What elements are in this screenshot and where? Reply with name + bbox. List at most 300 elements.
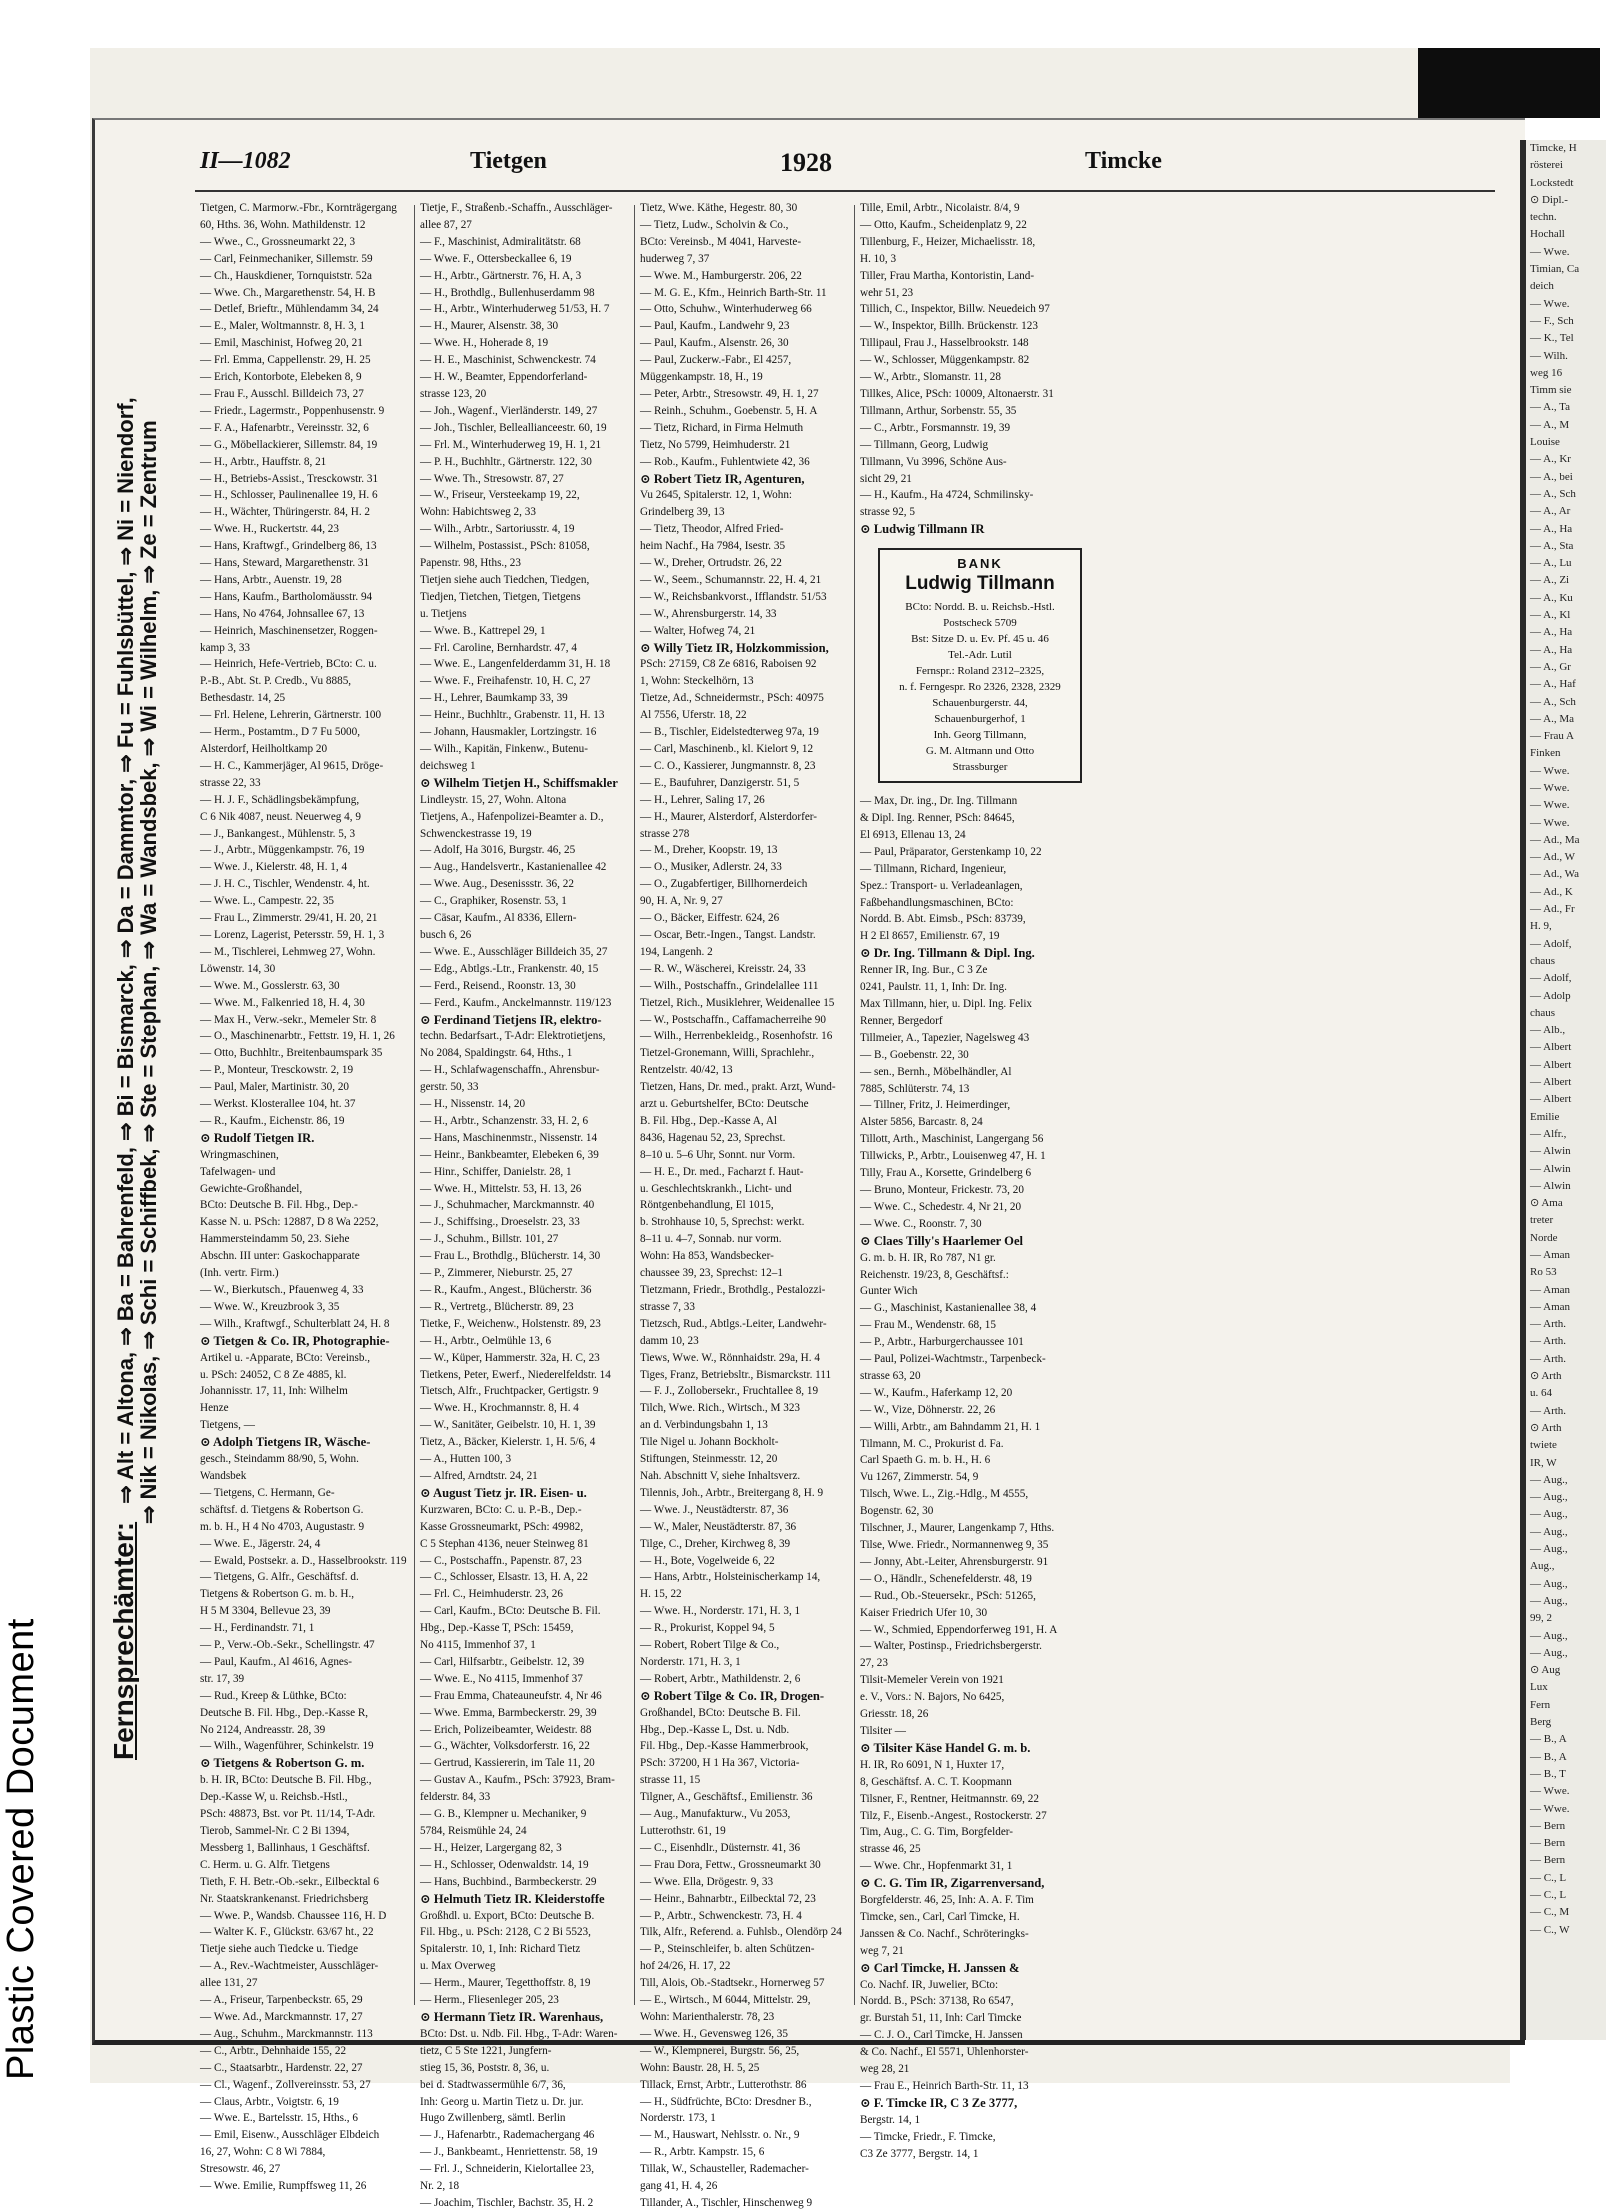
directory-entry: — Friedr., Lagermstr., Poppenhusenstr. 9 bbox=[200, 404, 385, 417]
directory-entry: Kurzwaren, BCto: C. u. P.-B., Dep.- bbox=[420, 1503, 582, 1516]
next-page-fragment: — A., Ar bbox=[1530, 505, 1571, 518]
directory-entry: H 2 El 8657, Emilienstr. 67, 19 bbox=[860, 930, 1000, 943]
directory-entry: ⊙ Adolph Tietgens IR, Wäsche- bbox=[200, 1435, 371, 1450]
directory-entry: Tiller, Frau Martha, Kontoristin, Land- bbox=[860, 269, 1035, 282]
next-page-fragment: — B., T bbox=[1530, 1767, 1566, 1780]
directory-entry: ⊙ Rudolf Tietgen IR. bbox=[200, 1130, 315, 1145]
directory-entry: — Tietz, Richard, in Firma Helmuth bbox=[640, 421, 804, 434]
directory-entry: — Wwe. Emilie, Rumpffsweg 11, 26 bbox=[200, 2180, 367, 2193]
directory-entry: gang 41, H. 4, 26 bbox=[640, 2180, 718, 2193]
directory-entry: — Bruno, Monteur, Frickestr. 73, 20 bbox=[860, 1183, 1024, 1196]
directory-entry: tietz, C 5 Ste 1221, Jungfern- bbox=[420, 2044, 552, 2057]
directory-entry: 5784, Reismühle 24, 24 bbox=[420, 1825, 527, 1837]
directory-entry: — H., Bote, Vogelweide 6, 22 bbox=[640, 1554, 775, 1567]
next-page-fragment: Hochall bbox=[1530, 228, 1565, 241]
directory-entry: 8, Geschäftsf. A. C. T. Koopmann bbox=[860, 1775, 1012, 1788]
directory-entry: — Reinh., Schuhm., Goebenstr. 5, H. A bbox=[640, 404, 818, 417]
next-page-fragment: — Aug., bbox=[1530, 1491, 1568, 1504]
next-page-fragment: — B., A bbox=[1530, 1750, 1567, 1763]
directory-entry: Tietsch, Alfr., Fruchtpacker, Gertigstr. 9 bbox=[420, 1385, 599, 1398]
directory-entry: — Wwe. J., Kielerstr. 48, H. 1, 4 bbox=[200, 861, 348, 874]
directory-entry: — R., Arbtr. Kampstr. 15, 6 bbox=[640, 2146, 765, 2159]
directory-entry: Tillak, W., Schausteller, Rademacher- bbox=[640, 2163, 809, 2176]
directory-entry: Tilsiter — bbox=[860, 1724, 906, 1737]
directory-entry: — Wwe. Emma, Barmbeckerstr. 29, 39 bbox=[420, 1706, 597, 1719]
directory-entry: — Werkst. Klosterallee 104, ht. 37 bbox=[200, 1098, 356, 1111]
directory-entry: — A., Rev.-Wachtmeister, Ausschläger- bbox=[200, 1960, 379, 1973]
directory-entry: — W., Kaufm., Haferkamp 12, 20 bbox=[860, 1386, 1013, 1399]
directory-entry: — Claus, Arbtr., Voigtstr. 6, 19 bbox=[200, 2095, 339, 2108]
directory-entry: Tietgens & Robertson G. m. b. H., bbox=[200, 1588, 355, 1601]
directory-entry: gerstr. 50, 33 bbox=[420, 1081, 479, 1094]
next-page-fragment: — Wwe. bbox=[1530, 1802, 1570, 1815]
directory-entry: — Wwe. C., Roonstr. 7, 30 bbox=[860, 1217, 982, 1230]
directory-entry: Janssen & Co. Nachf., Schröteringks- bbox=[860, 1927, 1029, 1940]
directory-entry: — P., Steinschleifer, b. alten Schützen- bbox=[640, 1943, 815, 1956]
directory-entry: — E., Wirtsch., M 6044, Mittelstr. 29, bbox=[640, 1994, 811, 2007]
directory-entry: Tilge, C., Dreher, Kirchweg 8, 39 bbox=[640, 1537, 791, 1550]
directory-entry: Nr. 2, 18 bbox=[420, 2180, 460, 2193]
directory-entry: — H., Arbtr., Gärtnerstr. 76, H. A, 3 bbox=[420, 269, 582, 282]
directory-entry: PSch: 37200, H 1 Ha 367, Victoria- bbox=[640, 1757, 800, 1770]
directory-entry: — A., Hutten 100, 3 bbox=[420, 1453, 512, 1466]
directory-entry: — W., Inspektor, Billh. Brückenstr. 123 bbox=[860, 320, 1038, 333]
directory-entry: ⊙ Tietgen & Co. IR, Photographie- bbox=[200, 1333, 390, 1348]
directory-entry: — Wwe. B., Kattrepel 29, 1 bbox=[420, 624, 546, 637]
bank-line: Fernspr.: Roland 2312–2325, bbox=[915, 665, 1045, 678]
next-page-fragment: — Wwe. bbox=[1530, 799, 1570, 812]
directory-entry: — Tietz, Ludw., Scholvin & Co., bbox=[640, 218, 789, 231]
next-page-fragment: Timian, Ca bbox=[1530, 263, 1580, 276]
directory-entry: Lindleystr. 15, 27, Wohn. Altona bbox=[420, 793, 567, 806]
directory-entry: Tillmann, Arthur, Sorbenstr. 55, 35 bbox=[860, 404, 1017, 417]
directory-entry: Tietzel-Gronemann, Willi, Sprachlehr., bbox=[640, 1047, 815, 1060]
directory-entry: — Heinrich, Maschinensetzer, Roggen- bbox=[200, 624, 378, 637]
directory-entry: B. Fil. Hbg., Dep.-Kasse A, Al bbox=[640, 1114, 778, 1127]
directory-entry: — Wwe. H., Krochmannstr. 8, H. 4 bbox=[420, 1402, 579, 1415]
directory-entry: BCto: Deutsche B. Fil. Hbg., Dep.- bbox=[200, 1199, 358, 1212]
directory-entry: — Erich, Polizeibeamter, Weidestr. 88 bbox=[420, 1723, 592, 1736]
directory-entry: — J., Bankbeamt., Henriettenstr. 58, 19 bbox=[420, 2146, 598, 2159]
directory-entry: Abschn. III unter: Gaskochapparate bbox=[200, 1250, 360, 1263]
directory-entry: — Frl. Helene, Lehrerin, Gärtnerstr. 100 bbox=[200, 709, 382, 722]
directory-entry: Al 7556, Uferstr. 18, 22 bbox=[640, 709, 747, 722]
directory-entry: — Tietz, Theodor, Alfred Fried- bbox=[640, 523, 784, 536]
directory-entry: Tim, Aug., C. G. Tim, Borgfelder- bbox=[860, 1826, 1014, 1839]
directory-entry: Tillott, Arth., Maschinist, Langergang 56 bbox=[860, 1133, 1044, 1146]
directory-entry: Alsterdorf, Heilholtkamp 20 bbox=[200, 743, 328, 755]
next-page-fragment: — Albert bbox=[1530, 1076, 1572, 1089]
directory-entry: ⊙ Carl Timcke, H. Janssen & bbox=[860, 1960, 1020, 1975]
bank-line: Tel.-Adr. Lutil bbox=[948, 649, 1012, 662]
directory-entry: Papenstr. 98, Hths., 23 bbox=[420, 557, 521, 570]
directory-entry: — P., Verw.-Ob.-Sekr., Schellingstr. 47 bbox=[200, 1639, 375, 1652]
directory-entry: — Paul, Präparator, Gerstenkamp 10, 22 bbox=[860, 845, 1042, 858]
directory-entry: — Frau E., Heinrich Barth-Str. 11, 13 bbox=[860, 2080, 1029, 2092]
directory-entry: — O., Bäcker, Eiffestr. 624, 26 bbox=[640, 912, 780, 925]
directory-entry: — W., Bierkutsch., Pfauenweg 4, 33 bbox=[200, 1284, 364, 1296]
directory-entry: strasse 11, 15 bbox=[640, 1774, 701, 1787]
directory-entry: Schwenckestrasse 19, 19 bbox=[420, 827, 532, 840]
next-page-fragment: Timm sie bbox=[1530, 384, 1572, 397]
directory-entry: e. V., Vors.: N. Bajors, No 6425, bbox=[860, 1691, 1005, 1704]
directory-entry: Henze bbox=[200, 1402, 229, 1415]
directory-entry: strasse 46, 25 bbox=[860, 1843, 921, 1856]
directory-entry: — Paul, Kaufm., Landwehr 9, 23 bbox=[640, 320, 790, 333]
directory-entry: gr. Burstah 51, 11, Inh: Carl Timcke bbox=[860, 2012, 1022, 2025]
directory-entry: Tillmann, Vu 3996, Schöne Aus- bbox=[860, 455, 1007, 468]
directory-entry: — Wwe. C., Schedestr. 4, Nr 21, 20 bbox=[860, 1200, 1022, 1213]
directory-entry: Spez.: Transport- u. Verladeanlagen, bbox=[860, 879, 1023, 892]
directory-entry: — sen., Bernh., Möbelhändler, Al bbox=[860, 1065, 1012, 1078]
directory-entry: Renner, Bergedorf bbox=[860, 1014, 943, 1027]
directory-entry: — W., Sanitäter, Geibelstr. 10, H. 1, 39 bbox=[420, 1419, 596, 1432]
directory-entry: Fil. Hbg., Dep.-Kasse Hammerbrook, bbox=[640, 1740, 809, 1753]
directory-entry: — P., Arbtr., Schwenckestr. 73, H. 4 bbox=[640, 1909, 802, 1922]
directory-entry: — Wwe. H., Ruckertstr. 44, 23 bbox=[200, 523, 339, 536]
next-page-fragment: Lux bbox=[1530, 1681, 1548, 1694]
directory-entry: Tile Nigel u. Johann Bockholt- bbox=[640, 1436, 779, 1449]
directory-entry: ⊙ Tilsiter Käse Handel G. m. b. bbox=[860, 1740, 1031, 1755]
directory-entry: C. Herm. u. G. Alfr. Tietgens bbox=[200, 1858, 330, 1871]
directory-entry: Nordd. B., PSch: 37138, Ro 6547, bbox=[860, 1995, 1014, 2008]
directory-entry: — Frl. Caroline, Bernhardstr. 47, 4 bbox=[420, 641, 577, 654]
directory-entry: — Wwe. L., Campestr. 22, 35 bbox=[200, 895, 335, 908]
directory-entry: — Paul, Kaufm., Alsenstr. 26, 30 bbox=[640, 337, 789, 350]
next-page-fragment: IR, W bbox=[1530, 1456, 1557, 1469]
directory-entry: Tillander, A., Tischler, Hinschenweg 9 bbox=[640, 2196, 813, 2209]
directory-entry: — Wwe. Th., Stresowstr. 87, 27 bbox=[420, 472, 564, 485]
directory-entry: BCto: Dst. u. Ndb. Fil. Hbg., T-Adr: Waren- bbox=[420, 2027, 618, 2040]
directory-entry: Tilgner, A., Geschäftsf., Emilienstr. 36 bbox=[640, 1791, 813, 1804]
directory-entry: Wohn: Ha 853, Wandsbecker- bbox=[640, 1250, 774, 1263]
directory-entry: — Joh., Tischler, Belleallianceestr. 60, 19 bbox=[420, 421, 607, 434]
directory-entry: — Carl, Hilfsarbtr., Geibelstr. 12, 39 bbox=[420, 1655, 585, 1668]
next-page-fragment: — Bern bbox=[1530, 1854, 1566, 1867]
directory-entry: — Ch., Hauskdiener, Tornquiststr. 52a bbox=[200, 269, 372, 282]
watermark: Plastic Covered Document bbox=[0, 1618, 42, 2080]
directory-entry: Tietgen, C. Marmorw.-Fbr., Kornträgergang bbox=[200, 202, 397, 214]
directory-entry: Tilsch, Wwe. L., Zig.-Hdlg., M 4555, bbox=[860, 1488, 1029, 1501]
directory-entry: — Wilh., Postschaffn., Grindelallee 111 bbox=[640, 979, 819, 992]
directory-entry: 8–10 u. 5–6 Uhr, Sonnt. nur Vorm. bbox=[640, 1148, 796, 1161]
directory-entry: — Edg., Abtlgs.-Ltr., Frankenstr. 40, 15 bbox=[420, 962, 599, 975]
bank-name: Ludwig Tillmann bbox=[905, 573, 1055, 595]
bank-title: BANK bbox=[957, 556, 1003, 572]
directory-entry: 90, H. A, Nr. 9, 27 bbox=[640, 895, 723, 908]
directory-entry: — H., Ferdinandstr. 71, 1 bbox=[200, 1622, 315, 1635]
directory-entry: — C., Arbtr., Dehnhaide 155, 22 bbox=[200, 2044, 347, 2057]
directory-entry: Hbg., Dep.-Kasse L, Dst. u. Ndb. bbox=[640, 1723, 790, 1736]
directory-entry: — Hans, Maschinenmstr., Nissenstr. 14 bbox=[420, 1131, 598, 1144]
directory-entry: Griesstr. 18, 26 bbox=[860, 1708, 929, 1721]
next-page-fragment: — Frau A bbox=[1530, 730, 1574, 743]
exchange-legend-text2: ⇒ Nik = Nikolas, ⇒ Schi = Schiffbek, ⇒ Ste = Stephan, ⇒ Wa = Wandsbek, ⇒ Wi = Wilhelm, ⇒ Ze = Zentrum bbox=[136, 420, 161, 1524]
directory-entry: — Wilh., Kraftwgf., Schulterblatt 24, H. 8 bbox=[200, 1317, 390, 1330]
directory-entry: — Carl, Feinmechaniker, Sillemstr. 59 bbox=[200, 252, 373, 265]
directory-entry: — Heinr., Buchhltr., Grabenstr. 11, H. 13 bbox=[420, 709, 605, 722]
directory-entry: 7885, Schlüterstr. 74, 13 bbox=[860, 1082, 970, 1095]
next-page-fragment: — Ad., K bbox=[1530, 885, 1573, 898]
next-page-fragment: H. 9, bbox=[1530, 920, 1552, 933]
directory-entry: u. PSch: 24052, C 8 Ze 4885, kl. bbox=[200, 1368, 347, 1381]
directory-entry: — W., Friseur, Versteekamp 19, 22, bbox=[420, 489, 580, 502]
directory-entry: Hammersteindamm 50, 23. Siehe bbox=[200, 1233, 350, 1246]
directory-entry: — J., Hafenarbtr., Rademachergang 46 bbox=[420, 2129, 595, 2142]
directory-entry: — E., Baufuhrer, Danzigerstr. 51, 5 bbox=[640, 776, 800, 789]
next-page-fragment: — Ad., Fr bbox=[1530, 903, 1575, 916]
directory-entry: Tilennis, Joh., Arbtr., Breitergang 8, H. 9 bbox=[640, 1486, 824, 1499]
directory-entry: No 4115, Immenhof 37, 1 bbox=[420, 1639, 536, 1652]
directory-entry: Tilly, Frau A., Korsette, Grindelberg 6 bbox=[860, 1167, 1032, 1180]
directory-entry: stieg 15, 36, Poststr. 8, 36, u. bbox=[420, 2061, 550, 2074]
next-page-fragment: — A., Ku bbox=[1530, 591, 1573, 604]
next-page-fragment: — Albert bbox=[1530, 1041, 1572, 1054]
next-page-fragment: ⊙ Dipl.- bbox=[1530, 193, 1568, 206]
directory-entry: — Carl, Maschinenb., kl. Kielort 9, 12 bbox=[640, 743, 814, 755]
directory-entry: — Frau F., Ausschl. Billdeich 73, 27 bbox=[200, 387, 364, 400]
directory-entry: u. Tietjens bbox=[420, 607, 467, 620]
next-page-fragment: — Wwe. bbox=[1530, 1785, 1570, 1798]
directory-entry: Nordd. B. Abt. Eimsb., PSch: 83739, bbox=[860, 913, 1026, 926]
directory-entry: — Frau Dora, Fettw., Grossneumarkt 30 bbox=[640, 1858, 821, 1871]
directory-entry: — R., Vertretg., Blücherstr. 89, 23 bbox=[420, 1300, 574, 1313]
next-page-fragment: — Wwe. bbox=[1530, 245, 1570, 258]
directory-entry: — Hans, Buchbind., Barmbeckerstr. 29 bbox=[420, 1875, 597, 1888]
directory-entry: — Peter, Arbtr., Stresowstr. 49, H. 1, 27 bbox=[640, 387, 819, 400]
directory-entry: Tilse, Wwe. Friedr., Normannenweg 9, 35 bbox=[860, 1539, 1049, 1551]
directory-entry: — Emil, Maschinist, Hofweg 20, 21 bbox=[200, 337, 363, 350]
directory-entry: — F. A., Hafenarbtr., Vereinsstr. 32, 6 bbox=[200, 421, 369, 434]
next-page-fragment: — Wwe. bbox=[1530, 816, 1570, 829]
directory-entry: Tiges, Franz, Betriebsltr., Bismarckstr. 111 bbox=[640, 1368, 832, 1381]
directory-entry: Tilsner, F., Rentner, Heitmannstr. 69, 22 bbox=[860, 1792, 1039, 1805]
exchange-legend-title: Fernsprechämter: bbox=[108, 1521, 139, 1760]
directory-entry: — Wwe. H., Norderstr. 171, H. 3, 1 bbox=[640, 1605, 801, 1618]
next-page-fragment: — A., Haf bbox=[1530, 678, 1576, 691]
next-page-fragment: — Arth. bbox=[1530, 1404, 1567, 1417]
directory-entry: ⊙ C. G. Tim IR, Zigarrenversand, bbox=[860, 1876, 1045, 1891]
directory-entry: — Rud., Kreep & Lüthke, BCto: bbox=[200, 1689, 347, 1702]
next-page-strip bbox=[1520, 140, 1606, 2040]
directory-entry: ⊙ August Tietz jr. IR. Eisen- u. bbox=[420, 1485, 587, 1500]
next-page-fragment: — Wwe. bbox=[1530, 297, 1570, 310]
next-page-fragment: — C., L bbox=[1530, 1888, 1567, 1901]
directory-entry: Tietje, F., Straßenb.-Schaffn., Ausschläger- bbox=[420, 202, 613, 214]
directory-entry: — W., Reichsbankvorst., Ifflandstr. 51/53 bbox=[640, 590, 827, 603]
directory-entry: — H., Nissenstr. 14, 20 bbox=[420, 1098, 526, 1111]
directory-entry: — Willi, Arbtr., am Bahndamm 21, H. 1 bbox=[860, 1420, 1041, 1433]
directory-entry: weg 28, 21 bbox=[860, 2063, 910, 2076]
directory-entry: Inh: Georg u. Martin Tietz u. Dr. jur. bbox=[420, 2095, 584, 2108]
directory-entry: ⊙ Helmuth Tietz IR. Kleiderstoffe bbox=[420, 1891, 605, 1906]
directory-entry: Tietgens, — bbox=[200, 1419, 255, 1432]
directory-entry: — Aug., Handelsvertr., Kastanienallee 42 bbox=[420, 861, 607, 874]
directory-entry: Bergstr. 14, 1 bbox=[860, 2113, 921, 2126]
next-page-fragment: — Aug., bbox=[1530, 1543, 1568, 1556]
directory-entry: Tietje siehe auch Tiedcke u. Tiedge bbox=[200, 1943, 359, 1956]
directory-entry: — Wwe. H., Gevensweg 126, 35 bbox=[640, 2027, 788, 2040]
directory-entry: — Tillner, Fritz, J. Heimerdinger, bbox=[860, 1099, 1011, 1112]
page-number: II—1082 bbox=[200, 148, 291, 174]
directory-entry: — Frl. C., Heimhuderstr. 23, 26 bbox=[420, 1588, 563, 1601]
directory-entry: No 2124, Andreasstr. 28, 39 bbox=[200, 1723, 326, 1736]
directory-entry: ⊙ Claes Tilly's Haarlemer Oel bbox=[860, 1233, 1024, 1248]
next-page-fragment: — Aman bbox=[1530, 1283, 1571, 1296]
exchange-legend-text1: ⇒ Alt = Altona, ⇒ Ba = Bahrenfeld, ⇒ Bi = Bismarck, ⇒ Da = Dammtor, ⇒ Fu = Fuhlsbüttel, ⇒ Ni = Niendorf, bbox=[113, 397, 138, 1504]
directory-entry: No 2084, Spaldingstr. 64, Hths., 1 bbox=[420, 1047, 573, 1060]
directory-entry: — Frl. M., Winterhuderweg 19, H. 1, 21 bbox=[420, 438, 602, 451]
directory-entry: arzt u. Geburtshelfer, BCto: Deutsche bbox=[640, 1098, 809, 1111]
directory-entry: — Wilh., Wagenführer, Schinkelstr. 19 bbox=[200, 1740, 374, 1753]
next-page-fragment: — A., bei bbox=[1530, 470, 1573, 483]
directory-entry: — C., Arbtr., Forsmannstr. 19, 39 bbox=[860, 421, 1011, 434]
exchange-legend-line2 bbox=[136, 200, 162, 1760]
directory-entry: Max Tillmann, hier, u. Dipl. Ing. Felix bbox=[860, 998, 1033, 1010]
directory-entry: ⊙ Wilhelm Tietjen H., Schiffsmakler bbox=[420, 775, 618, 790]
directory-entry: b. H. IR, BCto: Deutsche B. Fil. Hbg., bbox=[200, 1774, 372, 1787]
directory-entry: — Timcke, Friedr., F. Timcke, bbox=[860, 2130, 996, 2143]
next-page-fragment: — Wwe. bbox=[1530, 781, 1570, 794]
directory-entry: — Wwe. M., Hamburgerstr. 206, 22 bbox=[640, 269, 802, 282]
directory-entry: — F. J., Zollobersekr., Fruchtallee 8, 19 bbox=[640, 1385, 819, 1398]
directory-entry: — Hans, No 4764, Johnsallee 67, 13 bbox=[200, 607, 365, 620]
directory-entry: — H., Schlosser, Odenwaldstr. 14, 19 bbox=[420, 1858, 589, 1871]
directory-entry: ⊙ F. Timcke IR, C 3 Ze 3777, bbox=[860, 2095, 1018, 2110]
directory-entry: Tilk, Alfr., Referend. a. Fuhlsb., Olendörp 24 bbox=[640, 1926, 842, 1939]
directory-entry: — W., Vize, Döhnerstr. 22, 26 bbox=[860, 1403, 996, 1416]
directory-entry: — Wilhelm, Postassist., PSch: 81058, bbox=[420, 540, 590, 553]
next-page-fragment: — A., Kl bbox=[1530, 609, 1571, 622]
directory-entry: Tietke, F., Weichenw., Holstenstr. 89, 23 bbox=[420, 1317, 601, 1330]
next-page-fragment: — C., L bbox=[1530, 1871, 1567, 1884]
next-page-fragment: Louise bbox=[1530, 436, 1560, 449]
directory-entry: — Max, Dr. ing., Dr. Ing. Tillmann bbox=[860, 795, 1018, 808]
directory-entry: — Tietgens, C. Hermann, Ge- bbox=[200, 1486, 335, 1499]
directory-entry: — Ferd., Kaufm., Anckelmannstr. 119/123 bbox=[420, 996, 612, 1009]
directory-entry: Wohn: Habichtsweg 2, 33 bbox=[420, 506, 536, 519]
next-page-fragment: deich bbox=[1530, 280, 1554, 293]
directory-entry: C 6 Nik 4087, neust. Neuerweg 4, 9 bbox=[200, 810, 361, 823]
next-page-fragment: 99, 2 bbox=[1530, 1612, 1552, 1625]
directory-entry: — G., Wächter, Volksdorferstr. 16, 22 bbox=[420, 1740, 590, 1753]
directory-entry: — B., Tischler, Eidelstedterweg 97a, 19 bbox=[640, 726, 819, 739]
directory-entry: — Wwe. M., Gosslerstr. 63, 30 bbox=[200, 979, 340, 992]
directory-entry: — Hans, Arbtr., Auenstr. 19, 28 bbox=[200, 573, 342, 586]
directory-entry: Hbg., Dep.-Kasse T, PSch: 15459, bbox=[420, 1622, 574, 1635]
next-page-fragment: — Alwin bbox=[1530, 1162, 1571, 1175]
directory-entry: — W., Maler, Neustädterstr. 87, 36 bbox=[640, 1520, 797, 1533]
next-page-fragment: — Aman bbox=[1530, 1300, 1571, 1313]
directory-entry: — Ferd., Reisend., Roonstr. 13, 30 bbox=[420, 979, 576, 992]
directory-entry: — Wwe. J., Neustädterstr. 87, 36 bbox=[640, 1503, 789, 1516]
bank-line: BCto: Nordd. B. u. Reichsb.-Hstl. bbox=[905, 601, 1055, 614]
directory-entry: Norderstr. 171, H. 3, 1 bbox=[640, 1655, 741, 1668]
directory-entry: — H. W., Beamter, Eppendorferland- bbox=[420, 371, 588, 384]
directory-entry: — Herm., Maurer, Tegetthoffstr. 8, 19 bbox=[420, 1977, 591, 1990]
directory-entry: — H., Maurer, Alsenstr. 38, 30 bbox=[420, 320, 559, 333]
directory-entry: — Hans, Arbtr., Holsteinischerkamp 14, bbox=[640, 1571, 821, 1584]
directory-entry: — Frl. J., Schneiderin, Kielortallee 23, bbox=[420, 2163, 594, 2176]
directory-entry: — Wwe. Ella, Drögestr. 9, 33 bbox=[640, 1875, 774, 1888]
directory-entry: — H., Südfrüchte, BCto: Dresdner B., bbox=[640, 2095, 812, 2108]
directory-entry: — H., Arbtr., Schanzenstr. 33, H. 2, 6 bbox=[420, 1114, 589, 1127]
directory-entry: El 6913, Ellenau 13, 24 bbox=[860, 828, 966, 841]
directory-entry: schäftsf. d. Tietgens & Robertson G. bbox=[200, 1503, 364, 1516]
column-divider bbox=[854, 205, 855, 2005]
directory-entry: — Hans, Kaufm., Bartholomäusstr. 94 bbox=[200, 590, 373, 603]
directory-entry: ⊙ Tietgens & Robertson G. m. bbox=[200, 1756, 365, 1771]
directory-entry: — H., Betriebs-Assist., Tresckowstr. 31 bbox=[200, 472, 379, 485]
directory-entry: — Gertrud, Kassiererin, im Tale 11, 20 bbox=[420, 1757, 595, 1770]
directory-entry: — Cäsar, Kaufm., Al 8336, Ellern- bbox=[420, 912, 577, 925]
directory-entry: Reichenstr. 19/23, 8, Geschäftsf.: bbox=[860, 1268, 1009, 1281]
header-year: 1928 bbox=[780, 148, 832, 177]
directory-entry: — Wwe. Ad., Marckmannstr. 17, 27 bbox=[200, 2010, 363, 2023]
directory-entry: strasse 278 bbox=[640, 827, 690, 840]
directory-entry: — Adolf, Ha 3016, Burgstr. 46, 25 bbox=[420, 844, 576, 857]
bank-line: n. f. Ferngespr. Ro 2326, 2328, 2329 bbox=[899, 681, 1061, 694]
next-page-fragment: — A., Sch bbox=[1530, 487, 1576, 500]
directory-entry: b. Strohhause 10, 5, Sprechst: werkt. bbox=[640, 1216, 805, 1229]
directory-entry: — Wwe. H., Hoherade 8, 19 bbox=[420, 337, 549, 350]
directory-entry: — H., Arbtr., Oelmühle 13, 6 bbox=[420, 1334, 552, 1347]
directory-entry: — E., Maler, Woltmannstr. 8, H. 3, 1 bbox=[200, 320, 365, 333]
directory-entry: Rentzelstr. 40/42, 13 bbox=[640, 1064, 733, 1077]
directory-entry: Tillich, C., Inspektor, Billw. Neuedeich 97 bbox=[860, 303, 1050, 316]
directory-entry: 8–11 u. 4–7, Sonnab. nur vorm. bbox=[640, 1233, 782, 1246]
next-page-fragment: weg 16 bbox=[1530, 366, 1563, 379]
next-page-fragment: ⊙ Arth bbox=[1530, 1421, 1562, 1434]
next-page-fragment: — Ad., Wa bbox=[1530, 868, 1580, 881]
next-page-fragment: — Albert bbox=[1530, 1058, 1572, 1071]
directory-entry: Tietzmann, Friedr., Brothdlg., Pestalozzi- bbox=[640, 1284, 826, 1296]
directory-entry: — M., Dreher, Koopstr. 19, 13 bbox=[640, 844, 778, 857]
directory-entry: Timcke, sen., Carl, Carl Timcke, H. bbox=[860, 1910, 1020, 1923]
directory-entry: H. 15, 22 bbox=[640, 1588, 682, 1601]
directory-entry: Grindelberg 39, 13 bbox=[640, 506, 725, 519]
directory-entry: huderweg 7, 37 bbox=[640, 252, 710, 265]
next-page-fragment: — B., A bbox=[1530, 1733, 1567, 1746]
directory-entry: Fil. Hbg., u. PSch: 2128, C 2 Bi 5523, bbox=[420, 1926, 591, 1939]
directory-entry: Borgfelderstr. 46, 25, Inh: A. A. F. Tim bbox=[860, 1894, 1034, 1907]
directory-entry: — Wilh., Kapitän, Finkenw., Butenu- bbox=[420, 743, 588, 755]
header-first-name: Tietgen bbox=[470, 148, 547, 174]
directory-entry: Tilsit-Memeler Verein von 1921 bbox=[860, 1674, 1004, 1687]
directory-entry: 194, Langenh. 2 bbox=[640, 945, 713, 958]
directory-entry: — H., Arbtr., Winterhuderweg 51/53, H. 7 bbox=[420, 303, 610, 316]
directory-entry: — B., Goebenstr. 22, 30 bbox=[860, 1048, 969, 1061]
directory-entry: — H. E., Maschinist, Schwenckestr. 74 bbox=[420, 354, 596, 367]
scan-border-corner bbox=[1418, 48, 1600, 118]
directory-entry: Faßbehandlungsmaschinen, BCto: bbox=[860, 896, 1014, 909]
directory-entry: G. m. b. H. IR, Ro 787, N1 gr. bbox=[860, 1251, 996, 1264]
directory-entry: BCto: Vereinsb., M 4041, Harveste- bbox=[640, 235, 802, 248]
next-page-fragment: chaus bbox=[1530, 1006, 1556, 1019]
directory-entry: — P., Zimmerer, Nieburstr. 25, 27 bbox=[420, 1267, 573, 1280]
next-page-fragment: twiete bbox=[1530, 1439, 1557, 1452]
directory-entry: — Frau Emma, Chateauneufstr. 4, Nr 46 bbox=[420, 1689, 602, 1702]
next-page-fragment: — Aug., bbox=[1530, 1594, 1568, 1607]
directory-column-4 bbox=[860, 200, 1090, 2160]
directory-entry: Stiftungen, Steinmesstr. 12, 20 bbox=[640, 1453, 778, 1466]
directory-entry: — H. C., Kammerjäger, Al 9615, Dröge- bbox=[200, 759, 384, 772]
bank-line: G. M. Altmann und Otto bbox=[925, 745, 1035, 758]
next-page-fragment: — Aug., bbox=[1530, 1629, 1568, 1642]
directory-entry: — J., Arbtr., Müggenkampstr. 76, 19 bbox=[200, 844, 365, 857]
next-page-fragment: Finken bbox=[1530, 747, 1561, 760]
directory-entry: Tillenburg, F., Heizer, Michaelisstr. 18, bbox=[860, 235, 1036, 248]
